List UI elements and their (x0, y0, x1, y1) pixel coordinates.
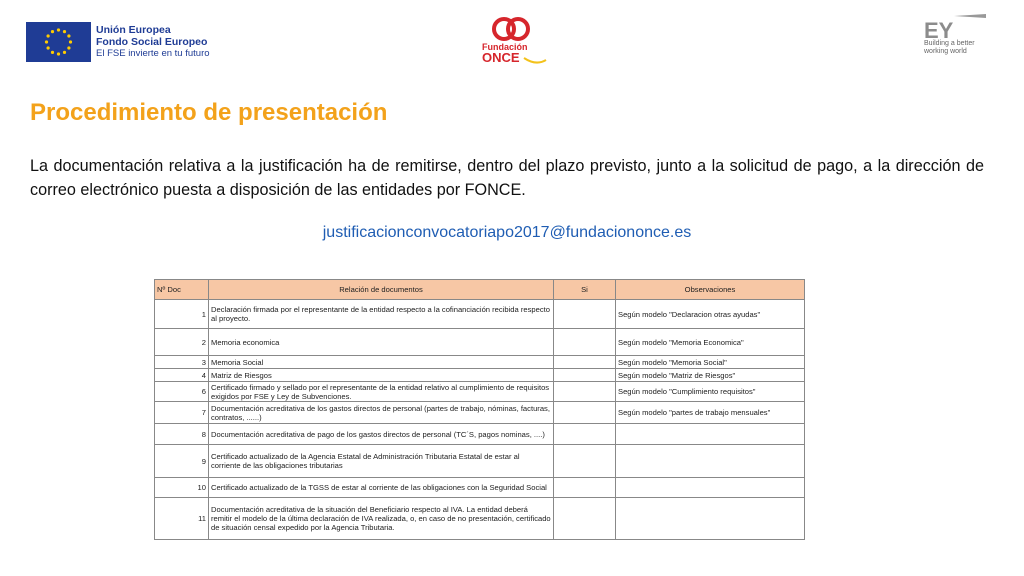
header-num: Nº Doc (155, 280, 209, 300)
doc-si-cell[interactable] (554, 424, 616, 445)
doc-number: 3 (155, 356, 209, 369)
eu-line3: El FSE invierte en tu futuro (96, 48, 210, 59)
doc-si-cell[interactable] (554, 329, 616, 356)
table-row (155, 329, 805, 356)
doc-observation (616, 478, 805, 498)
eu-flag-logo (26, 22, 91, 62)
doc-si-cell[interactable] (554, 382, 616, 402)
doc-si-cell[interactable] (554, 402, 616, 424)
doc-si-cell[interactable] (554, 356, 616, 369)
doc-number: 6 (155, 382, 209, 402)
doc-observation (616, 424, 805, 445)
intro-paragraph: La documentación relativa a la justificación ha de remitirse, dentro del plazo previsto, junto a la solicitud de pago, a la dirección de correo electrónico puesta a disposición de las entidades por FONCE. (30, 157, 984, 199)
table-row (155, 382, 805, 402)
doc-number: 2 (155, 329, 209, 356)
doc-observation (616, 498, 805, 540)
doc-number: 11 (155, 498, 209, 540)
doc-description: Certificado actualizado de la Agencia Estatal de Administración Tributaria Estatal de estar al corriente de las obligaciones tributarias (209, 445, 554, 478)
ey-brand: EY (924, 18, 954, 43)
table-row (155, 498, 805, 540)
documents-table (154, 279, 805, 540)
eu-line2: Fondo Social Europeo (96, 36, 208, 48)
doc-description: Documentación acreditativa de la situación del Beneficiario respecto al IVA. La entidad deberá remitir el modelo de la última declaración de IVA realizada, o, en caso de no presentación, certificado de situación censal expedido por la Agencia Tributaria. (209, 498, 554, 540)
email-link[interactable]: justificacionconvocatoriapo2017@fundaciononce.es (322, 224, 692, 241)
doc-observation: Según modelo "Declaracion otras ayudas" (616, 300, 805, 329)
doc-description: Memoria economica (209, 329, 554, 356)
doc-si-cell[interactable] (554, 300, 616, 329)
doc-number: 8 (155, 424, 209, 445)
ey-tagline (924, 40, 975, 56)
doc-description: Documentación acreditativa de los gastos directos de personal (partes de trabajo, nóminas, facturas, contratos, ......) (209, 402, 554, 424)
once-line1: Fundación (482, 42, 528, 52)
doc-number: 7 (155, 402, 209, 424)
table-row (155, 424, 805, 445)
table-row (155, 445, 805, 478)
doc-number: 9 (155, 445, 209, 478)
doc-si-cell[interactable] (554, 369, 616, 382)
doc-observation: Según modelo "Matriz de Riesgos" (616, 369, 805, 382)
once-line2: ONCE (482, 50, 520, 65)
doc-description: Certificado firmado y sellado por el representante de la entidad relativo al cumplimiento de requisitos exigidos por FSE y Ley de Subvenciones. (209, 382, 554, 402)
table-row (155, 300, 805, 329)
doc-description: Declaración firmada por el representante de la entidad respecto a la cofinanciación recibida respecto al proyecto. (209, 300, 554, 329)
doc-description: Memoria Social (209, 356, 554, 369)
table-header-row (155, 280, 805, 300)
header-si: Si (554, 280, 616, 300)
table-row (155, 478, 805, 498)
page-title: Procedimiento de presentación (30, 99, 388, 126)
doc-si-cell[interactable] (554, 445, 616, 478)
doc-observation: Según modelo "Memoria Economica" (616, 329, 805, 356)
doc-observation: Según modelo "Cumplimiento requisitos" (616, 382, 805, 402)
table-row (155, 356, 805, 369)
eu-line1: Unión Europea (96, 24, 171, 36)
ey-tagline-line1: Building a better (924, 40, 975, 47)
ey-tagline-line2: working world (924, 48, 967, 55)
table-row (155, 369, 805, 382)
doc-observation: Según modelo "partes de trabajo mensuales" (616, 402, 805, 424)
doc-description: Certificado actualizado de la TGSS de estar al corriente de las obligaciones con la Seguridad Social (209, 478, 554, 498)
doc-si-cell[interactable] (554, 478, 616, 498)
doc-si-cell[interactable] (554, 498, 616, 540)
doc-number: 10 (155, 478, 209, 498)
doc-description: Matriz de Riesgos (209, 369, 554, 382)
fundacion-once-logo (476, 16, 548, 68)
doc-observation (616, 445, 805, 478)
doc-observation: Según modelo "Memoria Social" (616, 356, 805, 369)
eu-fund-text (96, 24, 210, 60)
doc-number: 4 (155, 369, 209, 382)
header-obs: Observaciones (616, 280, 805, 300)
table-row (155, 402, 805, 424)
doc-number: 1 (155, 300, 209, 329)
doc-description: Documentación acreditativa de pago de los gastos directos de personal (TC´S, pagos nominas, ....) (209, 424, 554, 445)
header-doc: Relación de documentos (209, 280, 554, 300)
